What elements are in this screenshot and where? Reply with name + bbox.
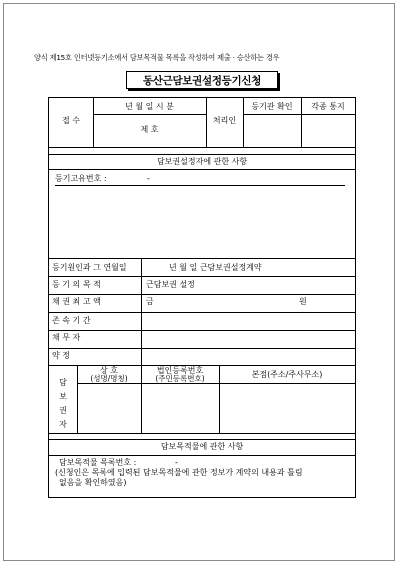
holder-label-char: 담 <box>59 378 67 387</box>
notices-label: 각종 통지 <box>311 102 345 111</box>
divider <box>49 154 355 155</box>
collateral-list-no-label: 담보목적물 목록번호 : <box>59 458 137 467</box>
collateral-section-heading: 담보목적물에 관한 사항 <box>160 442 244 451</box>
holder-col-name: 상 호 <box>100 366 118 375</box>
divider <box>141 348 142 365</box>
agreement-label: 약 정 <box>52 351 70 360</box>
divider <box>49 330 355 331</box>
registry-unique-no-value: - <box>147 174 150 183</box>
duration-label: 존 속 기 간 <box>52 316 91 325</box>
reception-datetime: 년 월 일 시 분 <box>125 102 174 111</box>
max-amount-prefix: 금 <box>146 297 154 306</box>
divider <box>49 276 355 277</box>
divider <box>49 294 355 295</box>
holder-col-address: 본점(주소/주사무소) <box>251 370 323 379</box>
form-title: 동산근담보권설정등기신청 <box>126 71 278 89</box>
holder-col-regno-sub: (주민등록번호) <box>155 374 205 383</box>
form-caption: 양식 제15호 인터넷등기소에서 담보목적물 목록을 작성하여 제출 · 승산하는 경우 <box>34 53 280 62</box>
divider <box>49 439 355 440</box>
max-amount-unit: 원 <box>299 297 307 306</box>
holder-col-name-sub: (성명/명칭) <box>90 374 128 383</box>
max-amount-label: 채 권 최 고 액 <box>52 297 101 306</box>
collateral-list-no-value: - <box>175 458 178 467</box>
purpose-label: 등 기 의 목 적 <box>52 280 101 289</box>
divider <box>49 348 355 349</box>
debtor-label: 채 무 자 <box>52 333 81 342</box>
cause-label: 등기원인과 그 연월일 <box>52 263 127 272</box>
cause-value: 년 월 일 근담보권설정계약 <box>169 263 262 272</box>
holder-label-char: 권 <box>59 406 67 415</box>
grantor-section-heading: 담보권설정자에 관한 사항 <box>156 157 248 166</box>
registry-check-label: 등기관 확인 <box>251 102 293 111</box>
collateral-note-line2: 없음을 확인하였음) <box>59 478 127 487</box>
holder-label-char: 보 <box>59 392 67 401</box>
divider <box>49 312 355 313</box>
divider <box>49 147 355 148</box>
reception-number: 제 호 <box>140 125 159 134</box>
registry-unique-no-label: 등기고유번호 : <box>55 174 107 183</box>
divider <box>55 185 345 186</box>
holder-label-char: 자 <box>59 420 67 429</box>
divider <box>93 114 206 115</box>
collateral-note-line1: (신청인은 목록에 입력된 담보목적물에 관한 정보가 계약의 내용과 틀림 <box>55 468 303 477</box>
purpose-value: 근담보권 설정 <box>146 280 195 289</box>
handler-label: 처리인 <box>212 116 237 125</box>
divider <box>49 258 355 259</box>
holder-col-regno: 법인등록번호 <box>156 366 204 375</box>
divider <box>49 169 355 170</box>
divider <box>243 114 355 115</box>
application-form <box>48 97 356 498</box>
divider <box>49 433 355 434</box>
divider <box>141 258 142 348</box>
reception-label: 접 수 <box>62 116 80 125</box>
divider <box>49 455 355 456</box>
